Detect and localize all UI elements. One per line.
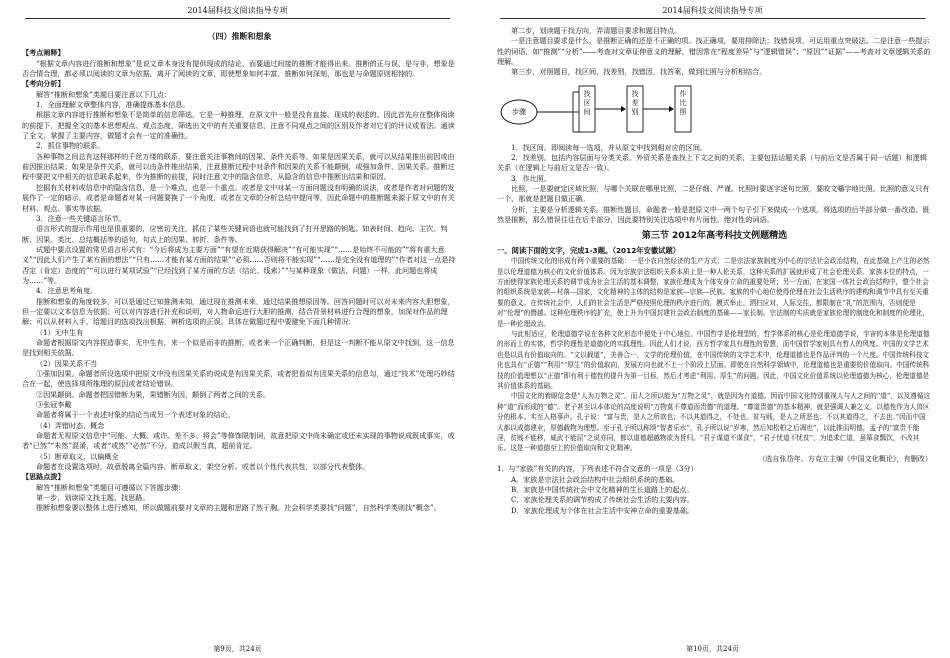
left-page-body [22, 26, 457, 514]
paragraph: 分析，主要是分析逻辑关系。推断性题目，命题者一般是把原文中一两个句子引下来做成一个选项，将选项的后半部分做一番改造。既然是推断，那么错误往往在后半部分，因此要特别关注选项中有片面性、绝对性的词语。 [497, 204, 930, 225]
heading-analysis: 【考向分析】 [22, 79, 65, 89]
paragraph: ②因果颠倒。命题者把因错断为果，果错断为因，颠倒了两者之间的关系。 [36, 389, 271, 399]
paragraph: 解答“推断和想象”类题目要注意以下几点： [36, 89, 171, 99]
paragraph: 比照，一是要就定区域比照，与哪个关联在哪里比照，二是仔细、严谨。比照时要逐字逐句比照，要咬文嚼字地比照。比照的意义只有一个，那就是把题目做正确。 [497, 184, 930, 204]
answer-option: B．家族是中国传统社会中文化精神的生长道路上的起点。 [511, 484, 694, 494]
paragraph: 4．注意思考角度。 [36, 286, 98, 296]
paragraph: 语言形式的提示作用也是很重要的，应密切关注，抓住了某些关键词语也就可能找到了打开思路的钥匙。如表时间、趋向、主次、判断、因果、类比、总结概括等的语句，句式上的因果、转折、条件等。 [22, 224, 448, 244]
passage-paragraph: 与此相适应，伦理道德学说在各种文化形态中便处于中心地位。中国哲学是伦理型的，哲学体系的核心是伦理道德学说，宇宙的本体是伦理道德的形而上的实体，哲学的理性是道德化的实践理性。因此人们才说，西方哲学家具有理性的智慧，而中国哲学家则具有哲人的风度。中国的文学艺术也是以具有价值取向的。“文以载道”，美善合一，文学的伦理价值，在中国传统的文学艺术中，伦理道德也是作品评判的一个尺度。中国传统科技文化也具有“正德”“利用”“厚生”的价值取向，发展方向也就不上一个阶段上层面。即使在自然科学领域中，伦理道德也是重要的价值取向。中国传统科技的价值理想以“正德”即有利于德性的提升为第一目标，然后才考虑“利用、厚生”的问题。因此，中国文化价值系统以伦理道德为核心，伦理道德是其价值体系的基础。 [497, 330, 930, 391]
paragraph: 根据文章内容进行推断和想象不是简单的信息筛选，它是一种推理，在原文中一般是没有直接、现成的表述的。因此首先应在整体阅读的前提下，把握全文的基本思想观点、观点态度，筛选出文中的有关重要信息，注意不同观点之间的区别及作者对它们的评议或看法。通读了全文，掌握了主要内容，做题才会有一定的准确性。 [22, 110, 455, 141]
question-text: 1．与“家族”有关的内容，下列表述不符合文意的一项是（3分） [497, 464, 698, 474]
paragraph: 第一步，划读原文找主题，找思路。 [36, 493, 150, 503]
question-heading: 一、阅读下面的文字，完成1-3题。（2012年安徽试题） [497, 245, 681, 255]
page-header: 2014届科技文阅读指导专项 [500, 4, 925, 19]
diagram-step-label: 作比照 [679, 89, 687, 116]
paragraph: 命题者在设置选项时，故意脱离全篇内容，断章取义，架空分析。或者以个性代表共性，以部分代表整体。 [36, 462, 370, 472]
paragraph: 3．作比照。 [511, 173, 551, 183]
page-footer: 第9页，共24页 [213, 645, 262, 653]
arrow-head [669, 106, 674, 112]
passage-source: （选自张岱年、方克立主编《中国文化概论》，有删改） [758, 453, 932, 463]
paragraph: （5）断章取义，以偏概全 [36, 451, 119, 461]
paragraph: 一是注意题目要求是什么，是推断正确的还是不正确的项。找正确项，要用排除法；找错误项，可运用重点突破法。二是注意一些提示性的词语，如“推测”“分析”——考查对文章证伸意义的理解，错因常在“程度差异”与“逻辑错误”；“原因”“证据”——考查对文章逻辑关系的理解。 [497, 36, 931, 67]
paragraph: 推断和想象要以整体上进行感知，所以做题前要对文章的主题和思路了然于胸。社会科学类要找“问题”，自然科学类则找“概念”。 [36, 503, 441, 513]
paragraph: （4）弄错时态、概念 [36, 420, 105, 430]
diagram-step-label: 找区间 [583, 89, 591, 116]
page-header: 2014届科技文阅读指导专项 [25, 4, 450, 19]
paragraph: ①强加因果。命题者所设选项中把原文中没有因果关系的说成是有因果关系，或者把看似有因果关系的信息勾，通过“技术”处理巧妙结合在一起，使选择项所推理的原因或者结论错误。 [22, 369, 455, 389]
paragraph: 推断和想象的角度较多，可以是通过已知推测未知，通过现在推测未来，通过结果推想原因等。回答问题时可以对未来内容大胆想象，但一定要以文本信息为依据；可以对内容进行补充和说明，对人物命运进行大胆的推测，结合背景材料进行合理的想象，加深对作品的理解；可以从材料入手，给题目的选项找出根据，辨析选项的正误。具体在做题过程中要避免下面几种情况： [22, 296, 455, 327]
paragraph: 命题者根据原文内容捏造事实，无中生有，来一个似是而非的推断，或者来一个正确判断，但是这一判断不能从原文中找到，这一信息是找到相关依据。 [22, 337, 455, 358]
paragraph: 2．找差别。包括内容层面与分类关系。外资关系是查找上下文之间的关系，主要包括话题关系（与前后文是否属于同一话题）和逻辑关系（在逻辑上与前后文是否一致）。 [497, 153, 927, 173]
answer-option: C．家族伦理关系的调节构成了传统社会生活的主要内容。 [511, 495, 694, 505]
passage-paragraph: 中国传统文化的形成有两个重要的基础：一是小农自然经济的生产方式；二是宗法家族制度为中心的宗法社会政治结构，在此基础上产生的必然是以伦理道德为核心的文化价值体系。因为宗族宗法组织关系本质上是一种人伦关系，这种关系的扩展就形成了社会伦理关系、家族本位的特点，一方面使得家族伦理关系的调节成为社会生活的基本调整，家族伦理成为个体安身立命的重要处所；另一方面，在家国一体社会政治结构中，整个社会的组织系统是家族—村落—国家，文化精神的主体的结构是家族—宗族—民族。家族的中心地位使得伦理在社会生活秩序的建构和调节中具有至关重要的意义。在传统社会中，人们的社会生活是严格按照伦理的秩序进行的，膜式举止，洒扫应对，人际交往，都限制在“礼”的范围内，否则便是对“伦理”的僭越。这种伦理秩序的扩充，使上升为中国封建社会政治制度的基础——家长制。宗法制的实质就是家族伦理的制度化和制度的伦理化，是一种伦理政治。 [497, 257, 930, 328]
steps-diagram [497, 82, 932, 140]
paragraph: 第二步，划读题干找方向，弄清题目要求和题目特点。 [511, 26, 682, 35]
paragraph: 各种事物之间总有这样那样的千丝万缕的联系，要注意关注事物间的因果、条件关系等。如果是因果关系，就可以从结果推出前因或由前因推出结果；如果是条件关系，就可以由条件推出结果，注意推断过程中对条件和因果的关系不能颠倒，或强加条件、因果关系。推断过程中要把文中相关的信息联系起来，作为推断的前提，同时注意文中的隐含信息，从隐含的信息中推断出结果和原因。 [22, 151, 455, 182]
diagram-step-label: 找差别 [631, 89, 639, 116]
heading-explain: 【考点阐释】 [22, 48, 65, 58]
answer-option: D．家族伦理成为个体在社会生活中安神立命的重要基础。 [511, 505, 695, 515]
paragraph: 解答“推断和想象”类题目可遵循以下答题步骤： [36, 482, 186, 492]
section-title: 第三节 2012年高考科技文例题精选 [641, 231, 788, 242]
paragraph: 1．全面理解文章整体内容，准确提炼基本信息。 [36, 100, 190, 110]
right-page [475, 0, 950, 658]
paragraph: 命题者无视原文信息中“可能、大概、或许、差不多、将会”等修饰限制词，故意把原文中尚未确定或还未实现的事物说成既成事实，或者“已然”“未然”混淆，或者“或然”“必然”不分，造成以假当真，超前肯定。 [22, 431, 455, 451]
passage-paragraph: 中国文化的着眼信念是“人为万物之灵”。而人之所以能为“万物之灵”，就是因为有道德。因而中国文化特别重视人与人之间的“道”，以及遵循这种“道”而形成的“德”。老子甚至以本体论的高度说明“万物莫不尊道而贵德”的道理。“尊道贵德”的基本精神，就是强调人兼之义，以德性作为人兽区分的根本。实至人格事声。孔子说：“富与贵，是人之所欲也；不以其道得之，不处也。贫与贱，是人之所恶也；不以其道得之，不去也。”因而中国人都以成德建业，厚德载物为理想。至于孔子所以称颂“智者乐水”，孔子所以说“岁寒，然后知松柏之后凋也”，以此推而明德，孟子的“富贵不能淫，贫贱不能移，威武不能屈”之说亦同，都以道德超越物欲为旨归。“君子谋道不谋食”，“君子忧道不忧贫”，为追求仁道，虽箪食瓢饮，不改其乐。这是一种道德至上的价值取向和文化精神。 [497, 392, 931, 453]
heading-tips: 【思路点拨】 [22, 472, 65, 482]
section-title: （四）推断和想象 [207, 32, 272, 41]
paragraph: 3．注意一些关键语言环节。 [36, 213, 126, 223]
answer-option: A．家族是宗法社会政治结构中社会组织系统的基础。 [511, 474, 680, 484]
paragraph: 挖掘有关材料或信息中的隐含信息，是一个难点，也是一个重点。或者是文中对某一方面问题没有明确的说法，或者是作者对问题的发展作了一定的暗示，或者是命题者对某一问题要换了一个角度，或者在文章的分析总结中提问等，因此命题中的推断题来源于原文中的有关材料、观点、事实等依据。 [22, 182, 455, 213]
reading-passage [497, 256, 932, 454]
paragraph: ③张冠李戴 [36, 400, 72, 410]
arrow-head [621, 106, 626, 112]
paragraph: “根据文章内容进行推断和想象”是说文章本身没有提供现成的结论，而要通过间接的推断才能得出来。推断的正与误、是与非，想象是否合情合理，都必须以阅读的文章为依据，离开了阅读的文章，即使想象如何丰富，推断如何深刻，那也是与命题原则相悖的。 [22, 58, 455, 79]
paragraph: （1）无中生有 [36, 327, 84, 337]
paragraph: 第三步，对照题目，找区间，找差别，找错因，找答案，做到比照与分析相结合。 [511, 67, 767, 77]
right-page-body [497, 26, 932, 516]
diagram-start-label: 步骤 [512, 107, 526, 116]
paragraph: 2．抓住事物的联系。 [36, 141, 105, 151]
paragraph: 试题中要点设置的常见语言形式有：“今后将成为主要方面”“有望在近期获得解决”“有可能实现”“……是始终不可能的”“将有重大意义”“因此人们产生了某方面的想法”“只有……才能有某方面的结果”“必须……否则将不能实现”“……是完全没有道理的”“作者对这一点是持否定（肯定）态度的”“可以进行某项试验”“已经找到了某方面的方法（结论、线索）”“与某种现象（做法、问题）一样，此问题也将成为……”等。 [22, 244, 456, 285]
page-footer: 第10页，共24页 [686, 645, 739, 653]
paragraph: 命题者将属于一个表述对象的结论当成另一个表述对象的结论。 [36, 410, 235, 420]
paragraph: （2）因果关系不当 [36, 358, 98, 368]
paragraph: 1．找区间。即阅读每一选项，并从原文中找到相对应的区间。 [511, 142, 708, 152]
